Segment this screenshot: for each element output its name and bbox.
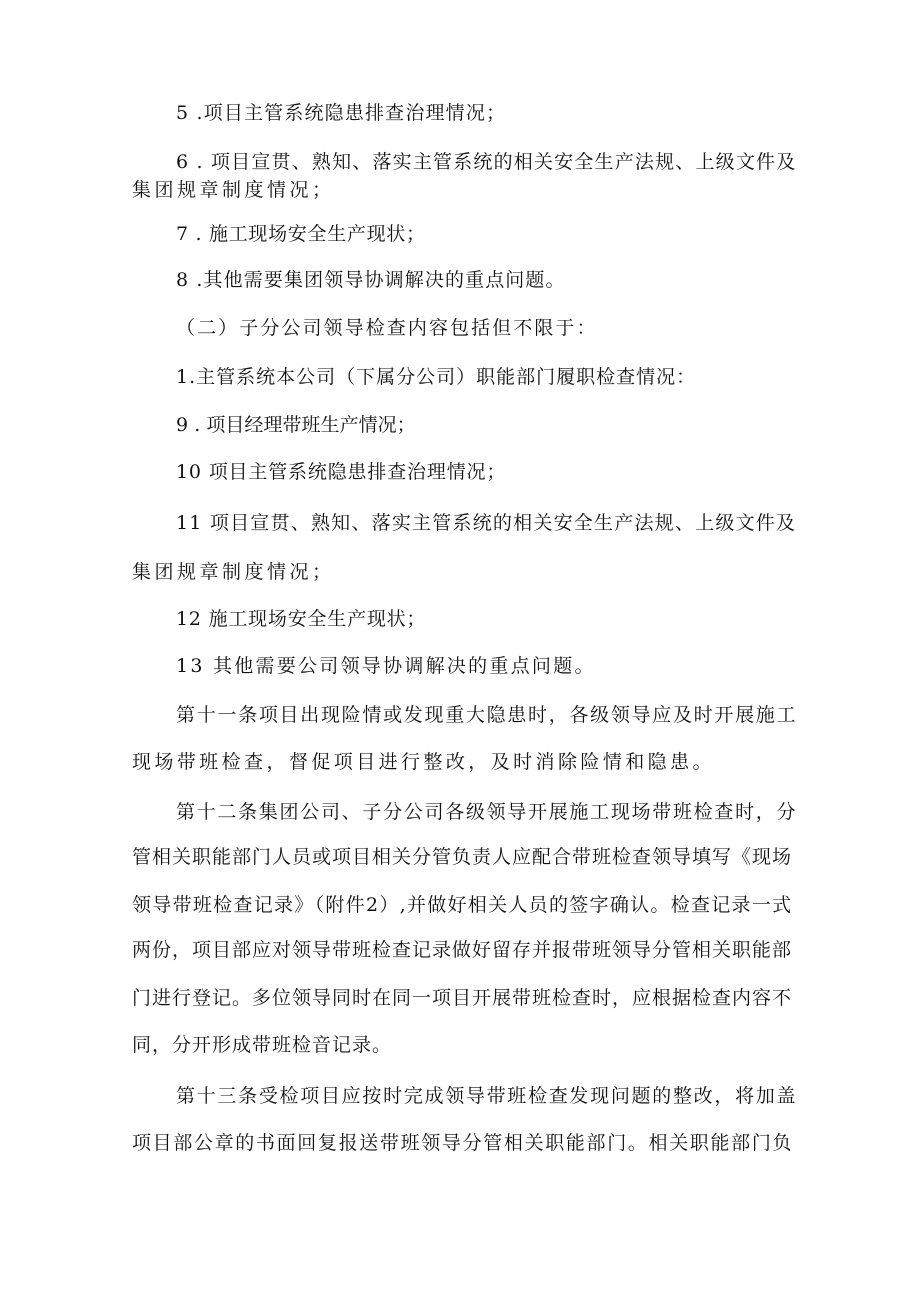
list-item-6-continued: 集团规章制度情况； [132, 179, 335, 201]
list-item-8: 8 .其他需要集团领导协调解决的重点问题。 [176, 269, 566, 291]
article-12-line-6: 同，分开形成带班检音记录。 [132, 1034, 393, 1056]
list-item-1: 1.主管系统本公司（下属分公司）职能部门履职检查情况： [176, 366, 697, 388]
list-item-11: 11 项目宣贯、熟知、落实主管系统的相关安全生产法规、上级文件及 [176, 512, 797, 534]
article-12-line-2: 管相关职能部门人员或项目相关分管负责人应配合带班检查领导填写《现场 [132, 846, 793, 868]
article-12-line-3: 领导带班检查记录》（附件2）,并做好相关人员的签字确认。检查记录一式 [132, 894, 793, 916]
list-item-10: 10 项目主管系统隐患排查治理情况； [176, 461, 507, 483]
list-item-7: 7 . 施工现场安全生产现状； [176, 223, 426, 245]
article-13-line-1: 第十三条受检项目应按时完成领导带班检查发现问题的整改，将加盖 [176, 1085, 798, 1107]
list-item-6: 6 . 项目宣贯、熟知、落实主管系统的相关安全生产法规、上级文件及 [176, 151, 797, 173]
list-item-13: 13 其他需要公司领导协调解决的重点问题。 [176, 655, 596, 677]
section-heading-2: （二）子分公司领导检查内容包括但不限于： [176, 317, 598, 339]
article-12-line-5: 门进行登记。多位领导同时在同一项目开展带班检查时，应根据检查内容不 [132, 987, 793, 1009]
article-11-line-1: 第十一条项目出现险情或发现重大隐患时，各级领导应及时开展施工 [176, 704, 798, 726]
list-item-12: 12 施工现场安全生产现状； [176, 608, 427, 630]
list-item-9: 9 . 项目经理带班生产情况； [176, 414, 416, 436]
article-11-line-2: 现场带班检查，督促项目进行整改，及时消除险情和隐患。 [132, 751, 715, 773]
article-12-line-4: 两份，项目部应对领导带班检查记录做好留存并报带班领导分管相关职能部 [132, 939, 793, 961]
article-12-line-1: 第十二条集团公司、子分公司各级领导开展施工现场带班检查时，分 [176, 801, 798, 823]
article-13-line-2: 项目部公章的书面回复报送带班领导分管相关职能部门。相关职能部门负 [132, 1132, 794, 1154]
list-item-11-continued: 集团规章制度情况； [132, 561, 335, 583]
list-item-5: 5 .项目主管系统隐患排查治理情况； [176, 102, 507, 124]
